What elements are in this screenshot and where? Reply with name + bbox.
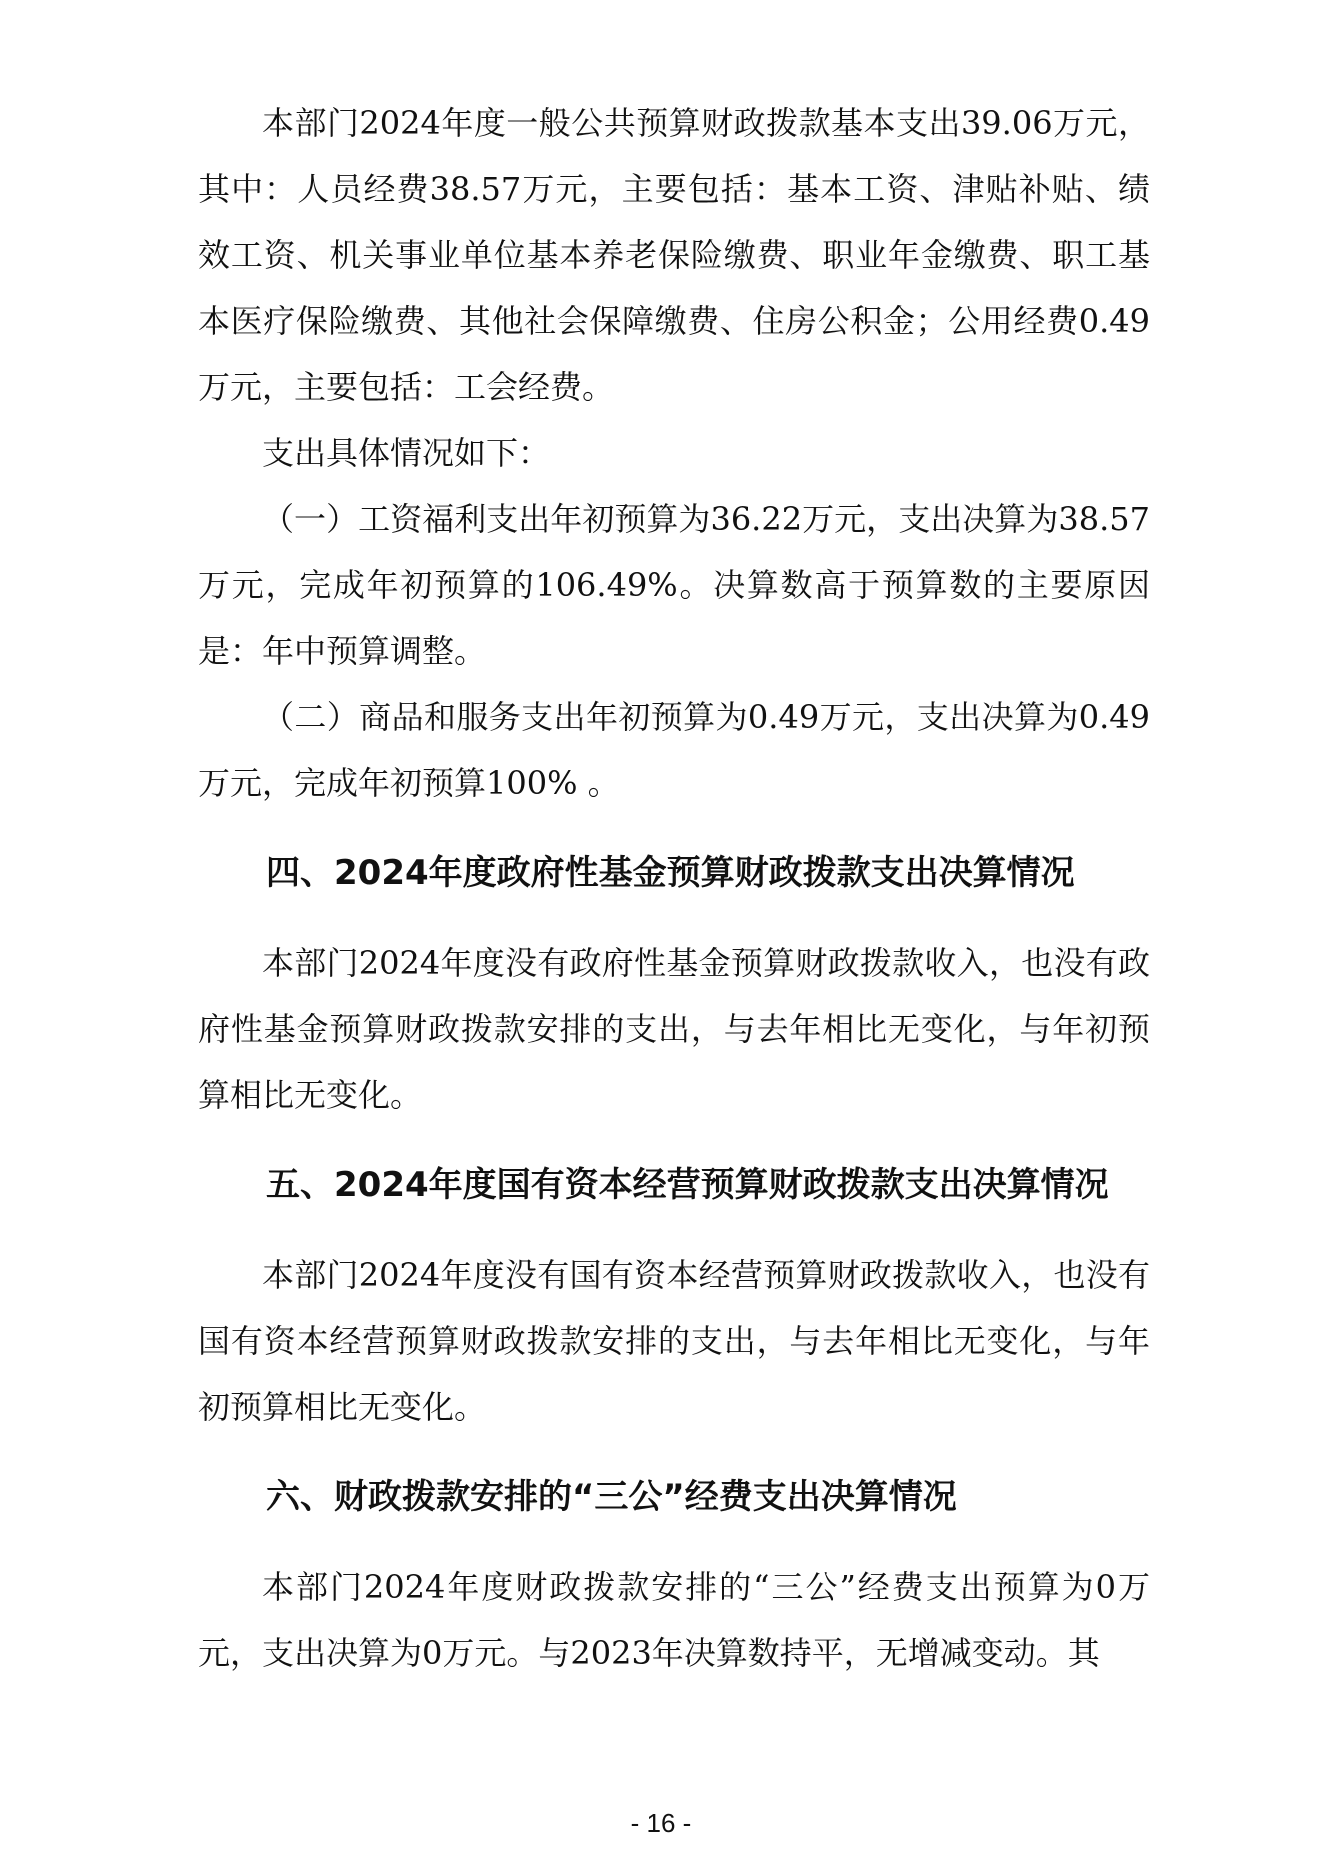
paragraph-wage-welfare: （一）工资福利支出年初预算为36.22万元，支出决算为38.57万元，完成年初预算的106.49%。决算数高于预算数的主要原因是：年中预算调整。: [198, 500, 1150, 670]
section-heading-6: 六、财政拨款安排的“三公”经费支出决算情况: [266, 1477, 957, 1517]
page-number: - 16 -: [630, 1808, 692, 1838]
paragraph-expenditure-intro: 支出具体情况如下：: [262, 434, 551, 472]
section-heading-4: 四、2024年度政府性基金预算财政拨款支出决算情况: [266, 853, 1075, 893]
paragraph-state-capital: 本部门2024年度没有国有资本经营预算财政拨款收入，也没有国有资本经营预算财政拨款安排的支出，与去年相比无变化，与年初预算相比无变化。: [198, 1256, 1150, 1426]
paragraph-three-public-expenses: 本部门2024年度财政拨款安排的“三公”经费支出预算为0万元，支出决算为0万元。与2023年决算数持平，无增减变动。其: [198, 1568, 1150, 1672]
paragraph-basic-expenditure: 本部门2024年度一般公共预算财政拨款基本支出39.06万元，其中：人员经费38.57万元，主要包括：基本工资、津贴补贴、绩效工资、机关事业单位基本养老保险缴费、职业年金缴费、职工基本医疗保险缴费、其他社会保障缴费、住房公积金；公用经费0.49万元，主要包括：工会经费。: [198, 104, 1150, 406]
page-content: [198, 90, 1150, 1686]
section-heading-5: 五、2024年度国有资本经营预算财政拨款支出决算情况: [266, 1165, 1109, 1205]
paragraph-goods-services: （二）商品和服务支出年初预算为0.49万元，支出决算为0.49万元，完成年初预算100% 。: [198, 698, 1150, 802]
paragraph-government-fund: 本部门2024年度没有政府性基金预算财政拨款收入，也没有政府性基金预算财政拨款安排的支出，与去年相比无变化，与年初预算相比无变化。: [198, 944, 1150, 1114]
